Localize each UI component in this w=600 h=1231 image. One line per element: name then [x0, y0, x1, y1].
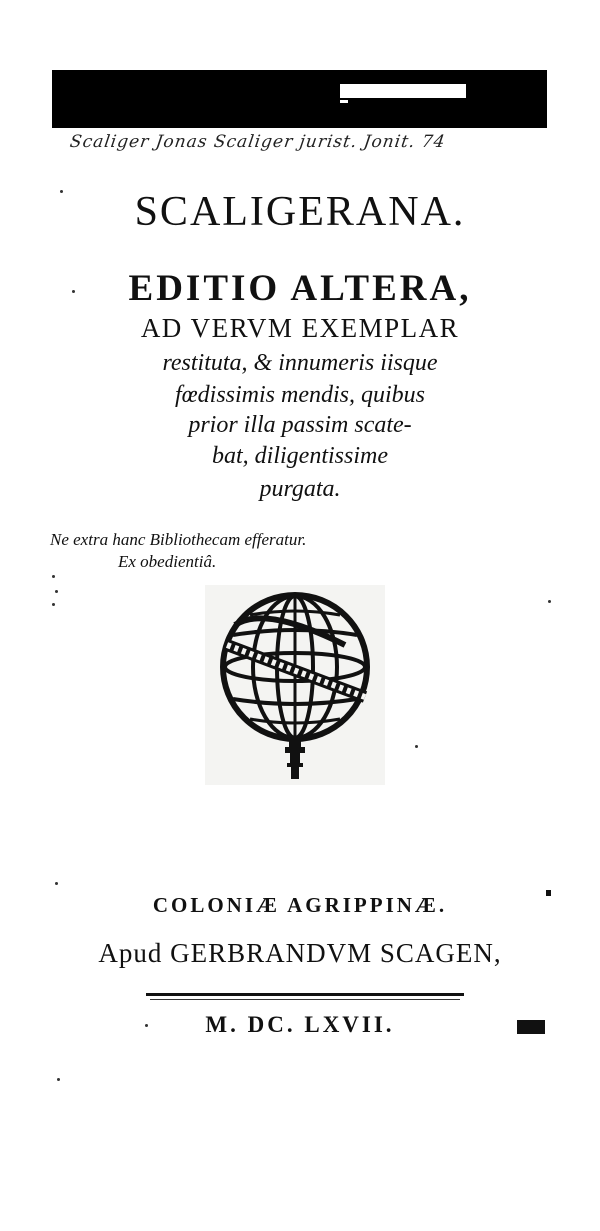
scan-blot	[546, 890, 551, 896]
printer-device-sphere-icon	[205, 585, 385, 785]
scan-speck	[415, 745, 418, 748]
library-stamp-line2: Ex obedientiâ.	[118, 552, 217, 571]
redaction-bar	[52, 70, 547, 128]
divider-rule	[146, 993, 464, 996]
scan-speck	[72, 290, 75, 293]
imprint-place: COLONIÆ AGRIPPINÆ.	[152, 893, 448, 917]
body-line: prior illa passim scate-	[188, 412, 412, 438]
handwritten-note: Scaliger Jonas Scaliger jurist. Jonit. 74	[68, 132, 447, 152]
publisher-line: Apud GERBRANDVM SCAGEN,	[98, 938, 502, 968]
body-line: fœdissimis mendis, quibus	[174, 382, 426, 408]
publication-date: M. DC. LXVII.	[205, 1012, 395, 1037]
book-title: SCALIGERANA.	[134, 189, 466, 235]
scan-speck	[52, 603, 55, 606]
scan-blot	[517, 1020, 545, 1034]
scan-speck	[145, 1024, 148, 1027]
subtitle-line: AD VERVM EXEMPLAR	[140, 313, 460, 343]
library-stamp-line1: Ne extra hanc Bibliothecam efferatur.	[50, 530, 307, 549]
scan-speck	[52, 575, 55, 578]
scan-speck	[55, 590, 58, 593]
body-line: bat, diligentissime	[212, 443, 388, 469]
redaction-notch	[340, 84, 466, 98]
divider-rule-thin	[150, 999, 460, 1000]
scan-speck	[57, 1078, 60, 1081]
body-line: restituta, & innumeris iisque	[162, 350, 438, 376]
edition-line: EDITIO ALTERA,	[128, 268, 472, 309]
body-line: purgata.	[259, 476, 341, 502]
redaction-tick	[340, 100, 348, 103]
scan-speck	[55, 882, 58, 885]
scan-speck	[60, 190, 63, 193]
scan-speck	[548, 600, 551, 603]
